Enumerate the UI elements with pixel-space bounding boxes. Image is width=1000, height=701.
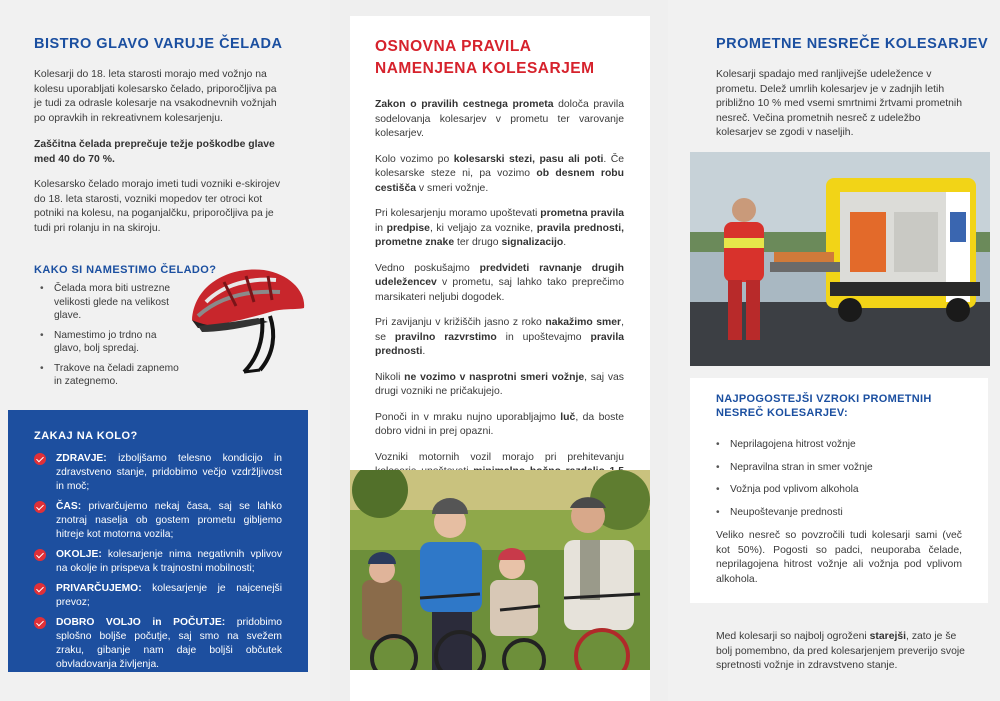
causes-list	[716, 438, 962, 519]
check-icon	[34, 501, 46, 513]
causes-heading: NAJPOGOSTEJŠI VZROKI PROMETNIH NESREČ KOLESARJEV:	[716, 393, 932, 419]
reason-item: DOBRO VOLJO in POČUTJE: pridobimo splošno boljše počutje, saj smo na svežem zraku, gibanje nam daje boljši občutek obvladovanja življenja.	[34, 616, 282, 672]
fit-list	[40, 282, 185, 395]
rule-paragraph: Ponoči in v mraku nujno uporabljajmo luč, da boste dobro vidni in prej opazni.	[375, 411, 624, 437]
list-item: • Nepravilna stran in smer vožnje	[716, 461, 962, 475]
list-item: • Neupoštevanje prednosti	[716, 506, 962, 520]
rules-text	[375, 98, 624, 505]
check-icon	[34, 617, 46, 629]
check-icon	[34, 549, 46, 561]
check-icon	[34, 453, 46, 465]
list-item: • Trakove na čeladi zapnemo in zategnemo.	[40, 362, 185, 389]
elderly-note: Med kolesarji so najbolj ogroženi starejši, zato je še bolj pomembno, da pred kolesarjenjem preverijo svoje spretnosti vožnje in zdravstveno stanje.	[716, 631, 965, 671]
panel-helmet	[0, 0, 330, 701]
rule-paragraph: Vedno poskušajmo predvideti ravnanje drugih udeležencev v prometu, saj lahko tako preprečimo marsikateri neljubi dogodek.	[375, 262, 624, 303]
rule-paragraph: Vozniki motornih vozil morajo pri prehitevanju	[375, 451, 624, 463]
reason-item: PRIVARČUJEMO: kolesarjenje je najcenejši prevoz;	[34, 582, 282, 610]
family-cycling-photo	[350, 470, 650, 670]
helmet-para-3: Kolesarsko čelado morajo imeti tudi vozniki e-skirojev do 18. leta starosti, vozniki mopedov ter otroci kot potniki na kolesu, na poganjalčku, priporočljiva pa je tudi pri rolanju in na skiroju.	[34, 179, 281, 234]
helmet-para-2: Zaščitna čelada preprečuje težje poškodbe glave med 40 do 70 %.	[34, 139, 275, 165]
check-icon	[34, 583, 46, 595]
list-item: • Čelada mora biti ustrezne velikosti glede na velikost glave.	[40, 282, 185, 323]
rule-paragraph: Kolo vozimo po kolesarski stezi, pasu ali poti. Če kolesarske steze ni, pa vozimo ob desnem robu cestišča v smeri vožnje.	[375, 153, 624, 194]
rule-paragraph: Nikoli ne vozimo v nasprotni smeri vožnje, saj vas drugi vozniki ne pričakujejo.	[375, 371, 624, 397]
heading-accidents: PROMETNE NESREČE KOLESARJEV	[716, 36, 989, 52]
why-cycle-heading: ZAKAJ NA KOLO?	[34, 430, 138, 442]
heading-helmet: BISTRO GLAVO VARUJE ČELADA	[34, 36, 283, 52]
causes-box	[690, 378, 988, 603]
list-item: • Namestimo jo trdno na glavo, bolj spredaj.	[40, 329, 185, 356]
reason-item: ČAS: privarčujemo nekaj časa, saj se lahko znotraj naselja ob gostem prometu gibljemo hitreje kot motorna vozila;	[34, 500, 282, 542]
rule-paragraph: Pri kolesarjenju moramo upoštevati prometna pravila in predpise, ki veljajo za voznike, pravila prednosti, prometne znake ter drugo signalizacijo.	[375, 208, 624, 248]
heading-rules: OSNOVNA PRAVILA NAMENJENA KOLESARJEM	[375, 38, 595, 77]
why-cycle-box	[8, 410, 308, 672]
helmet-para-1: Kolesarji do 18. leta starosti morajo med vožnjo na kolesu uporabljati kolesarsko čelado, priporočljiva pa je tudi za odrasle kolesarje na vsakodnevnih vožnjah po opravkih in rekreativnem kolesarjenju.	[34, 69, 277, 124]
reason-item: ZDRAVJE: izboljšamo telesno kondicijo in zdravstveno stanje, pridobimo večjo vzdržljivost in moč;	[34, 452, 282, 494]
list-item: • Neprilagojena hitrost vožnje	[716, 438, 962, 452]
panel-rules	[350, 16, 650, 701]
ambulance-photo	[690, 152, 990, 366]
causes-para: Veliko nesreč so povzročili tudi kolesarji sami (več kot 50%). Pogosti so padci, neuporaba čelade, neprilagojena hitrost vožnje ali vožnja pod vplivom alkohola.	[716, 530, 962, 585]
subheading-fit: KAKO SI NAMESTIMO ČELADO?	[34, 264, 217, 276]
reason-item: OKOLJE: kolesarjenje nima negativnih vplivov na okolje in prispeva k trajnostni mobilnosti;	[34, 548, 282, 576]
list-item: • Vožnja pod vplivom alkohola	[716, 483, 962, 497]
panel-accidents	[668, 0, 1000, 701]
rule-paragraph: Zakon o pravilih cestnega prometa določa pravila sodelovanja kolesarjev v prometu ter varovanje kolesarjev.	[375, 99, 624, 139]
accidents-para: Kolesarji spadajo med ranljivejše udeležence v prometu. Delež umrlih kolesarjev je v zadnjih letih približno 10 % med vsemi smrtnimi žrtvami prometnih nesreč. Večina prometnih nesreč z udeležbo kolesarjev se zgodi v naseljih.	[716, 69, 962, 138]
helmet-image	[184, 262, 310, 378]
rule-paragraph: Pri zavijanju v križiščih jasno z roko nakažimo smer, se pravilno razvrstimo in upoštevajmo pravila prednosti.	[375, 317, 624, 357]
